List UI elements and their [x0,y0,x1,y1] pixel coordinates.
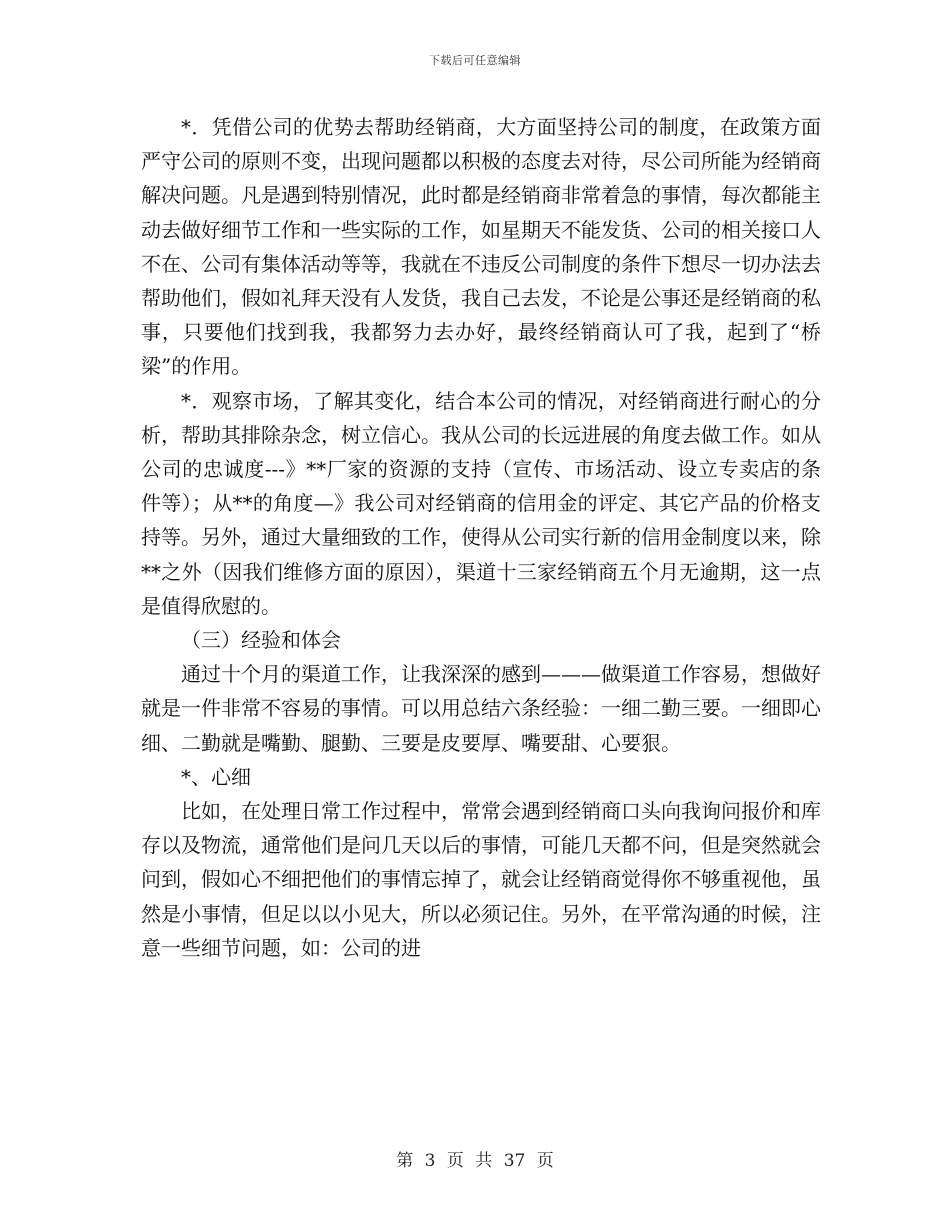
document-body [141,110,821,965]
subheading-careful: *、心细 [181,764,251,789]
page-header: 下载后可任意编辑 [429,54,521,67]
page-footer: 第 3 页 共 37 页 [396,1151,554,1171]
section-heading-experience: （三）经验和体会 [181,628,341,653]
paragraph-advantage-help: *．凭借公司的优势去帮助经销商，大方面坚持公司的制度，在政策方面严守公司的原则不变，出现问题都以积极的态度去对待，尽公司所能为经销商解决问题。凡是遇到特别情况，此时都是经销商非常着急的事情，每次都能主动去做好细节工作和一些实际的工作，如星期天不能发货、公司的相关接口人不在、公司有集体活动等等，我就在不违反公司制度的条件下想尽一切办法去帮助他们，假如礼拜天没有人发货，我自己去发，不论是公事还是经销商的私事，只要他们找到我，我都努力去办好，最终经销商认可了我，起到了“桥梁”的作用。 [141,115,821,379]
paragraph-experience-summary: 通过十个月的渠道工作，让我深深的感到———做渠道工作容易，想做好就是一件非常不容易的事情。可以用总结六条经验：一细二勤三要。一细即心细、二勤就是嘴勤、腿勤、三要是皮要厚、嘴要甜、心要狠。 [141,662,821,755]
paragraph-careful-example: 比如，在处理日常工作过程中，常常会遇到经销商口头向我询问报价和库存以及物流，通常他们是问几天以后的事情，可能几天都不问，但是突然就会问到，假如心不细把他们的事情忘掉了，就会让经销商觉得你不够重视他，虽然是小事情，但足以以小见大，所以必须记住。另外，在平常沟通的时候，注意一些细节问题，如：公司的进 [141,799,821,960]
paragraph-observe-market: *．观察市场，了解其变化，结合本公司的情况，对经销商进行耐心的分析，帮助其排除杂念，树立信心。我从公司的长远进展的角度去做工作。如从公司的忠诚度---》**厂家的资源的支持（宣传、市场活动、设立专卖店的条件等）；从**的角度—》我公司对经销商的信用金的评定、其它产品的价格支持等。另外，通过大量细致的工作，使得从公司实行新的信用金制度以来，除**之外（因我们维修方面的原因），渠道十三家经销商五个月无逾期，这一点是值得欣慰的。 [141,388,821,618]
